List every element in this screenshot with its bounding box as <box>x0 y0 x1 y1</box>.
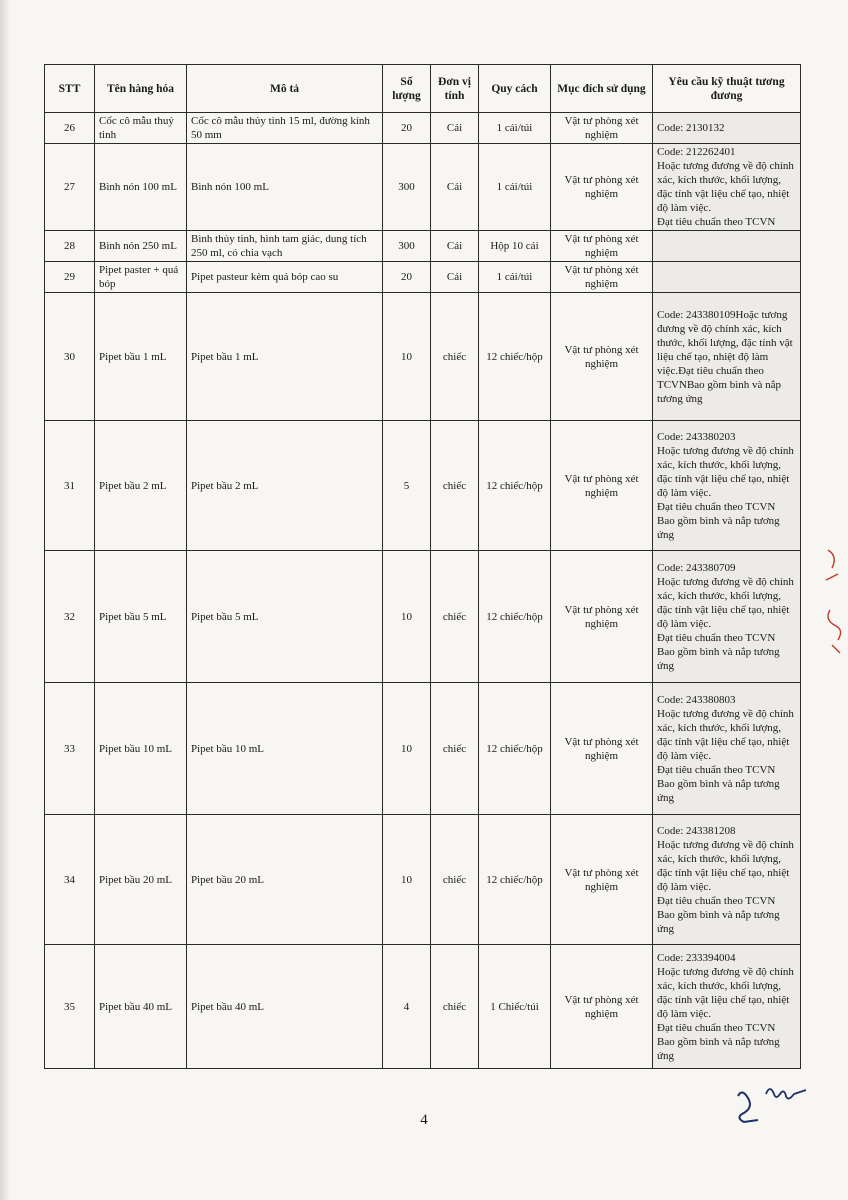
table-row <box>45 551 801 683</box>
cell-name: Pipet bầu 2 mL <box>95 421 187 551</box>
cell-description: Pipet bầu 1 mL <box>187 293 383 421</box>
table-row <box>45 421 801 551</box>
cell-description: Cốc cô mẫu thủy tinh 15 ml, đường kính 50 mm <box>187 113 383 144</box>
header-description: Mô tả <box>187 65 383 113</box>
header-purpose: Mục đích sử dụng <box>551 65 653 113</box>
page-number: 4 <box>420 1112 428 1128</box>
table-header-row <box>45 65 801 113</box>
cell-unit: Cái <box>431 231 479 262</box>
scan-edge <box>0 0 10 1200</box>
cell-description: Pipet bầu 20 mL <box>187 815 383 945</box>
header-name: Tên hàng hóa <box>95 65 187 113</box>
cell-purpose: Vật tư phòng xét nghiệm <box>551 815 653 945</box>
table-row <box>45 144 801 231</box>
cell-name: Pipet bầu 1 mL <box>95 293 187 421</box>
cell-quantity: 5 <box>383 421 431 551</box>
cell-stt: 33 <box>45 683 95 815</box>
cell-spec: 12 chiếc/hộp <box>479 683 551 815</box>
cell-purpose: Vật tư phòng xét nghiệm <box>551 945 653 1069</box>
goods-table <box>44 64 801 1069</box>
cell-stt: 34 <box>45 815 95 945</box>
cell-stt: 32 <box>45 551 95 683</box>
cell-quantity: 10 <box>383 683 431 815</box>
cell-requirement: Code: 243380203 Hoặc tương đương về độ chính xác, kích thước, khối lượng, đặc tính vật liệu chế tạo, nhiệt độ làm việc. Đạt tiêu chuẩn theo TCVN Bao gồm bình và nắp tương ứng <box>653 421 801 551</box>
cell-requirement: Code: 2130132 <box>653 113 801 144</box>
cell-requirement: Code: 243381208 Hoặc tương đương về độ chính xác, kích thước, khối lượng, đặc tính vật liệu chế tạo, nhiệt độ làm việc. Đạt tiêu chuẩn theo TCVN Bao gồm bình và nắp tương ứng <box>653 815 801 945</box>
cell-purpose: Vật tư phòng xét nghiệm <box>551 683 653 815</box>
table-row <box>45 815 801 945</box>
cell-spec: 12 chiếc/hộp <box>479 815 551 945</box>
cell-unit: Cái <box>431 144 479 231</box>
cell-name: Bình nón 250 mL <box>95 231 187 262</box>
cell-requirement: Code: 233394004 Hoặc tương đương về độ chính xác, kích thước, khối lượng, đặc tính vật liệu chế tạo, nhiệt độ làm việc. Đạt tiêu chuẩn theo TCVN Bao gồm bình và nắp tương ứng <box>653 945 801 1069</box>
cell-quantity: 4 <box>383 945 431 1069</box>
table-row <box>45 262 801 293</box>
cell-spec: 1 cái/túi <box>479 262 551 293</box>
header-stt: STT <box>45 65 95 113</box>
cell-purpose: Vật tư phòng xét nghiệm <box>551 113 653 144</box>
cell-quantity: 10 <box>383 551 431 683</box>
cell-spec: Hộp 10 cái <box>479 231 551 262</box>
cell-unit: chiếc <box>431 683 479 815</box>
cell-quantity: 10 <box>383 815 431 945</box>
cell-quantity: 300 <box>383 144 431 231</box>
cell-purpose: Vật tư phòng xét nghiệm <box>551 551 653 683</box>
cell-name: Cốc cô mẫu thuỷ tinh <box>95 113 187 144</box>
header-spec: Quy cách <box>479 65 551 113</box>
cell-requirement: Code: 212262401 Hoặc tương đương về độ chính xác, kích thước, khối lượng, đặc tính vật liệu chế tạo, nhiệt độ làm việc. Đạt tiêu chuẩn theo TCVN <box>653 144 801 231</box>
cell-description: Bình thủy tinh, hình tam giác, dung tích 250 ml, có chia vạch <box>187 231 383 262</box>
cell-description: Pipet bầu 10 mL <box>187 683 383 815</box>
cell-name: Pipet paster + quả bóp <box>95 262 187 293</box>
cell-description: Pipet bầu 40 mL <box>187 945 383 1069</box>
cell-spec: 12 chiếc/hộp <box>479 421 551 551</box>
cell-requirement <box>653 231 801 262</box>
cell-purpose: Vật tư phòng xét nghiệm <box>551 144 653 231</box>
cell-stt: 28 <box>45 231 95 262</box>
cell-quantity: 10 <box>383 293 431 421</box>
header-quantity: Số lượng <box>383 65 431 113</box>
cell-spec: 12 chiếc/hộp <box>479 551 551 683</box>
cell-description: Bình nón 100 mL <box>187 144 383 231</box>
cell-stt: 31 <box>45 421 95 551</box>
margin-ink-mark <box>822 540 848 670</box>
table-row <box>45 293 801 421</box>
cell-stt: 35 <box>45 945 95 1069</box>
cell-unit: Cái <box>431 262 479 293</box>
cell-stt: 30 <box>45 293 95 421</box>
cell-requirement: Code: 243380109Hoặc tương đương về độ chính xác, kích thước, khối lượng, đặc tính vật liệu chế tạo, nhiệt độ làm việc.Đạt tiêu chuẩn theo TCVNBao gồm bình và nắp tương ứng <box>653 293 801 421</box>
cell-purpose: Vật tư phòng xét nghiệm <box>551 262 653 293</box>
cell-requirement: Code: 243380709 Hoặc tương đương về độ chính xác, kích thước, khối lượng, đặc tính vật liệu chế tạo, nhiệt độ làm việc. Đạt tiêu chuẩn theo TCVN Bao gồm bình và nắp tương ứng <box>653 551 801 683</box>
cell-quantity: 20 <box>383 262 431 293</box>
cell-purpose: Vật tư phòng xét nghiệm <box>551 421 653 551</box>
cell-requirement: Code: 243380803 Hoặc tương đương về độ chính xác, kích thước, khối lượng, đặc tính vật liệu chế tạo, nhiệt độ làm việc. Đạt tiêu chuẩn theo TCVN Bao gồm bình và nắp tương ứng <box>653 683 801 815</box>
cell-description: Pipet pasteur kèm quả bóp cao su <box>187 262 383 293</box>
table-row <box>45 113 801 144</box>
cell-description: Pipet bầu 2 mL <box>187 421 383 551</box>
cell-spec: 1 cái/túi <box>479 113 551 144</box>
table-row <box>45 683 801 815</box>
cell-spec: 12 chiếc/hộp <box>479 293 551 421</box>
cell-quantity: 20 <box>383 113 431 144</box>
cell-stt: 27 <box>45 144 95 231</box>
cell-unit: chiếc <box>431 815 479 945</box>
table-row <box>45 945 801 1069</box>
cell-unit: Cái <box>431 113 479 144</box>
cell-spec: 1 cái/túi <box>479 144 551 231</box>
cell-purpose: Vật tư phòng xét nghiệm <box>551 231 653 262</box>
cell-quantity: 300 <box>383 231 431 262</box>
cell-unit: chiếc <box>431 293 479 421</box>
cell-stt: 29 <box>45 262 95 293</box>
cell-unit: chiếc <box>431 421 479 551</box>
cell-unit: chiếc <box>431 551 479 683</box>
cell-purpose: Vật tư phòng xét nghiệm <box>551 293 653 421</box>
cell-name: Pipet bầu 10 mL <box>95 683 187 815</box>
cell-name: Bình nón 100 mL <box>95 144 187 231</box>
header-unit: Đơn vị tính <box>431 65 479 113</box>
cell-requirement <box>653 262 801 293</box>
cell-stt: 26 <box>45 113 95 144</box>
cell-spec: 1 Chiếc/túi <box>479 945 551 1069</box>
cell-name: Pipet bầu 40 mL <box>95 945 187 1069</box>
cell-unit: chiếc <box>431 945 479 1069</box>
table-body <box>45 113 801 1069</box>
cell-name: Pipet bầu 20 mL <box>95 815 187 945</box>
cell-description: Pipet bầu 5 mL <box>187 551 383 683</box>
cell-name: Pipet bầu 5 mL <box>95 551 187 683</box>
header-requirement: Yêu cầu kỹ thuật tương đương <box>653 65 801 113</box>
table-row <box>45 231 801 262</box>
